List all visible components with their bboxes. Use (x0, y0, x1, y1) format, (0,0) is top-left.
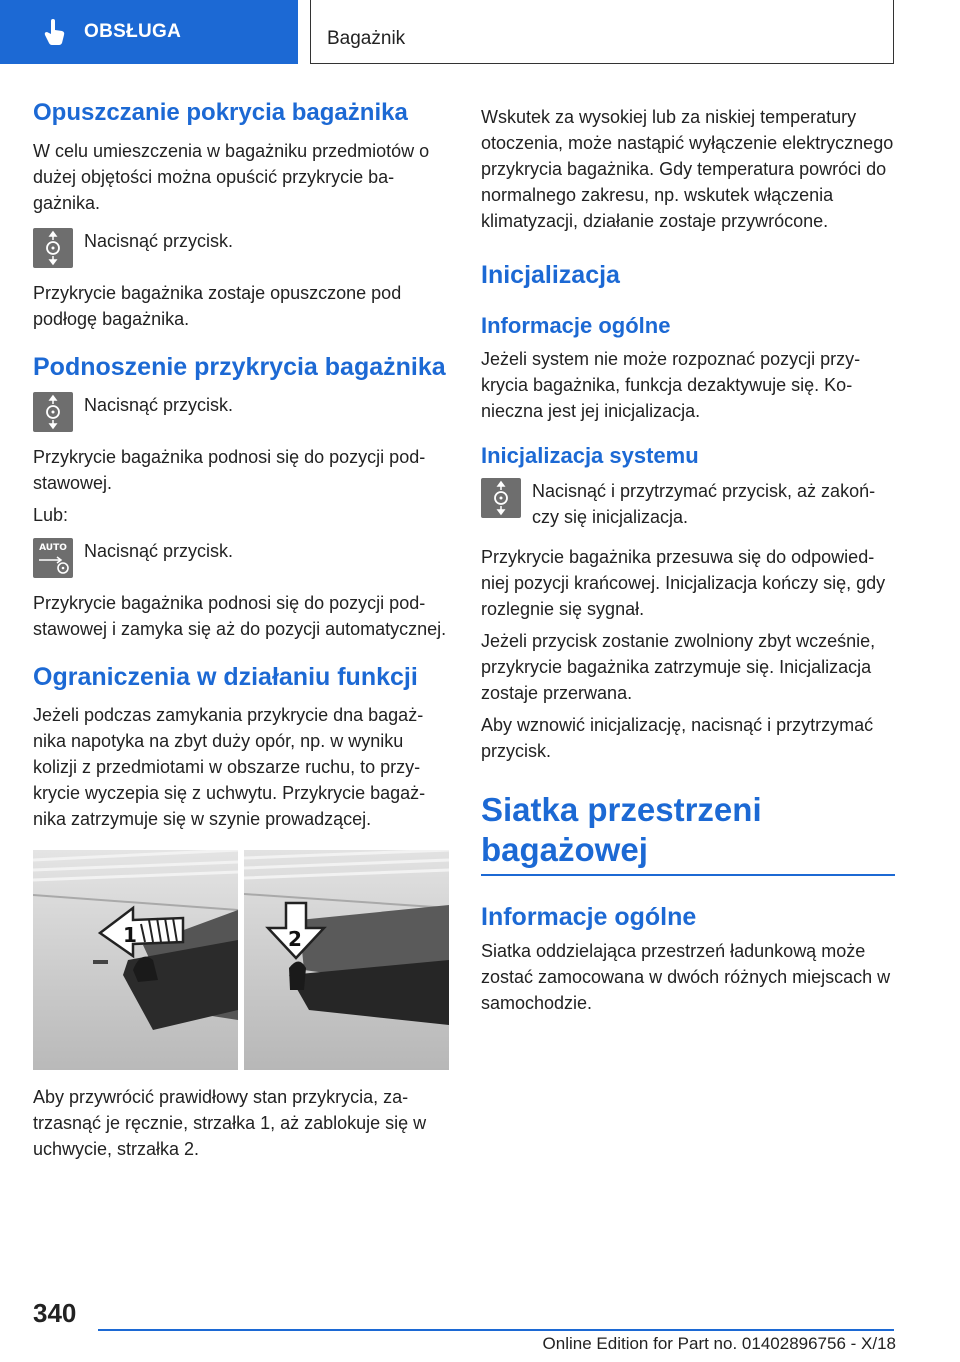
heading-lowering-cover: Opuszczanie pokrycia bagażnika (33, 99, 408, 126)
section-tab[interactable] (0, 0, 298, 64)
subheading-system-initialization: Inicjalizacja systemu (481, 443, 699, 468)
subheading-general-info: Informacje ogólne (481, 903, 697, 931)
photo-arrow-1 (33, 850, 238, 1070)
auto-button-icon (33, 538, 73, 578)
footer-divider (98, 1329, 894, 1331)
paragraph: Wskutek za wysokiej lub za niskiej temperatury otoczenia, może nastąpić wyłączenie elektrycznego przykrycia bagażnika. Gdy temperatura powróci do normalnego zakresu, np. wskutek włączenia klimatyzacji, działanie zostaje przywrócone. (481, 107, 894, 231)
step-press-button (33, 228, 449, 268)
paragraph: Aby przywrócić prawidłowy stan przykrycia, zatrzasnąć je ręcznie, strzałka 1, aż zablokuje się w uchwycie, strzałka 2. (33, 1087, 427, 1159)
photo-arrow-2 (244, 850, 449, 1070)
edition-text: Online Edition for Part no. 01402896756 - X/18 (542, 1334, 896, 1353)
heading-limitations: Ograniczenia w działaniu funkcji (33, 663, 418, 691)
chapter-header (310, 0, 894, 64)
chapter-title: Bagażnik (327, 28, 406, 49)
paragraph: Przykrycie bagażnika przesuwa się do odpowiedniej pozycji krańcowej. Inicjalizacja kończy się, gdy rozlegnie się sygnał. (481, 547, 886, 619)
paragraph: Aby wznowić inicjalizację, nacisnąć i przytrzymać przycisk. (481, 715, 874, 761)
left-column (33, 98, 449, 1162)
step-text: Nacisnąć przycisk. (84, 541, 234, 561)
step-text: Nacisnąć i przytrzymać przycisk, aż zakończy się inicjalizacja. (532, 481, 876, 527)
step-text: Nacisnąć przycisk. (84, 395, 234, 415)
heading-raising-cover: Podnoszenie przykrycia bagażnika (33, 353, 446, 381)
arrow-label-1: 1 (123, 923, 137, 947)
paragraph: Przykrycie bagażnika podnosi się do pozycji podstawowej. (33, 447, 426, 493)
cover-button-icon (481, 478, 521, 518)
heading-initialization: Inicjalizacja (481, 261, 620, 289)
heading-cargo-net: Siatka przestrzeni bagażowej (481, 791, 762, 868)
auto-icon-text: AUTO (39, 543, 67, 553)
paragraph: Jeżeli system nie może rozpoznać pozycji przykrycia bagażnika, funkcja dezaktywuje się. Konieczna jest jej inicjalizacja. (481, 349, 861, 421)
subheading-general-info: Informacje ogólne (481, 313, 671, 338)
step-press-button (33, 392, 449, 432)
section-divider (481, 874, 895, 876)
right-column (481, 104, 895, 1016)
cover-down-button-icon (33, 228, 73, 268)
paragraph: Jeżeli podczas zamykania przykrycie dna bagażnika napotyka na zbyt duży opór, np. w wyniku kolizji z przedmiotami w obszarze ruchu, to przykrycie wyczepia się z uchwytu. Przykrycie bagażnika zatrzymuje się w szynie prowadzącej. (33, 705, 426, 829)
arrow-label-2: 2 (288, 927, 302, 951)
step-text: Nacisnąć przycisk. (84, 231, 234, 251)
paragraph: Lub: (33, 505, 69, 525)
paragraph: W celu umieszczenia w bagażniku przedmiotów o dużej objętości można opuścić przykrycie bagażnika. (33, 141, 430, 213)
page-number: 340 (33, 1298, 77, 1328)
step-press-auto-button (33, 538, 449, 578)
paragraph: Przykrycie bagażnika podnosi się do pozycji podstawowej i zamyka się aż do pozycji automatycznej. (33, 593, 447, 639)
paragraph: Przykrycie bagażnika zostaje opuszczone pod podłogę bagażnika. (33, 283, 402, 329)
hand-pointer-icon (44, 19, 66, 45)
illustration-photos (33, 850, 449, 1070)
paragraph: Jeżeli przycisk zostanie zwolniony zbyt wcześnie, przykrycie bagażnika zatrzymuje się. Inicjalizacja zostaje przerwana. (481, 631, 876, 703)
paragraph: Siatka oddzielająca przestrzeń ładunkową może zostać zamocowana w dwóch różnych miejscach w samochodzie. (481, 941, 891, 1013)
cover-up-button-icon (33, 392, 73, 432)
step-hold-button (481, 478, 895, 530)
section-label: OBSŁUGA (84, 21, 182, 42)
